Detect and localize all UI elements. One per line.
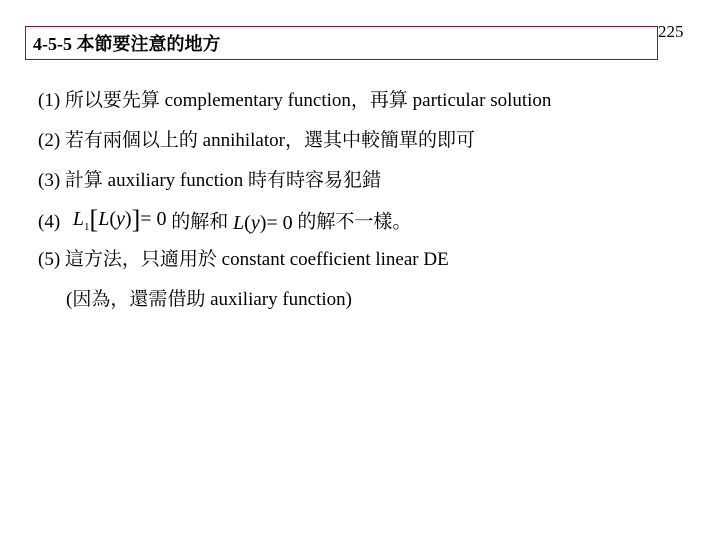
list-item-2: (2) 若有兩個以上的 annihilator，選其中較簡單的即可 (38, 130, 475, 151)
eq1-rhs: = 0 (140, 208, 167, 230)
section-title-box (25, 26, 658, 60)
list-item-1: (1) 所以要先算 complementary function，再算 particular solution (38, 90, 552, 111)
eq1-left-bracket: [ (89, 205, 99, 234)
item-4-prefix: (4) (38, 211, 61, 233)
eq1-inner-operator: L (98, 208, 110, 230)
eq1-right-paren: ) (124, 208, 132, 230)
eq1-right-bracket: ] (131, 205, 141, 234)
eq2-rhs: = 0 (266, 212, 293, 234)
list-item-4 (38, 207, 411, 239)
equation-annihilated (73, 207, 167, 239)
item-4-suffix: 的解不一樣。 (297, 211, 412, 233)
eq1-variable: y (116, 208, 125, 230)
item-4-middle: 的解和 (171, 211, 234, 233)
list-item-5-note: (因為，還需借助 auxiliary function) (66, 289, 353, 310)
eq1-left-paren: ( (109, 208, 116, 230)
list-item-3: (3) 計算 auxiliary function 時有時容易犯錯 (38, 170, 382, 191)
list-item-5: (5) 這方法，只適用於 constant coefficient linear DE (38, 249, 449, 270)
eq2-variable: y (250, 212, 260, 234)
eq1-subscript: 1 (84, 221, 90, 233)
page-number: 225 (658, 22, 684, 41)
equation-original (233, 211, 293, 235)
section-title: 4-5-5 本節要注意的地方 (33, 34, 221, 54)
eq2-left-paren: ( (244, 212, 251, 234)
eq1-operator: L (72, 208, 85, 230)
eq2-operator: L (233, 212, 245, 234)
eq2-right-paren: ) (259, 212, 267, 234)
